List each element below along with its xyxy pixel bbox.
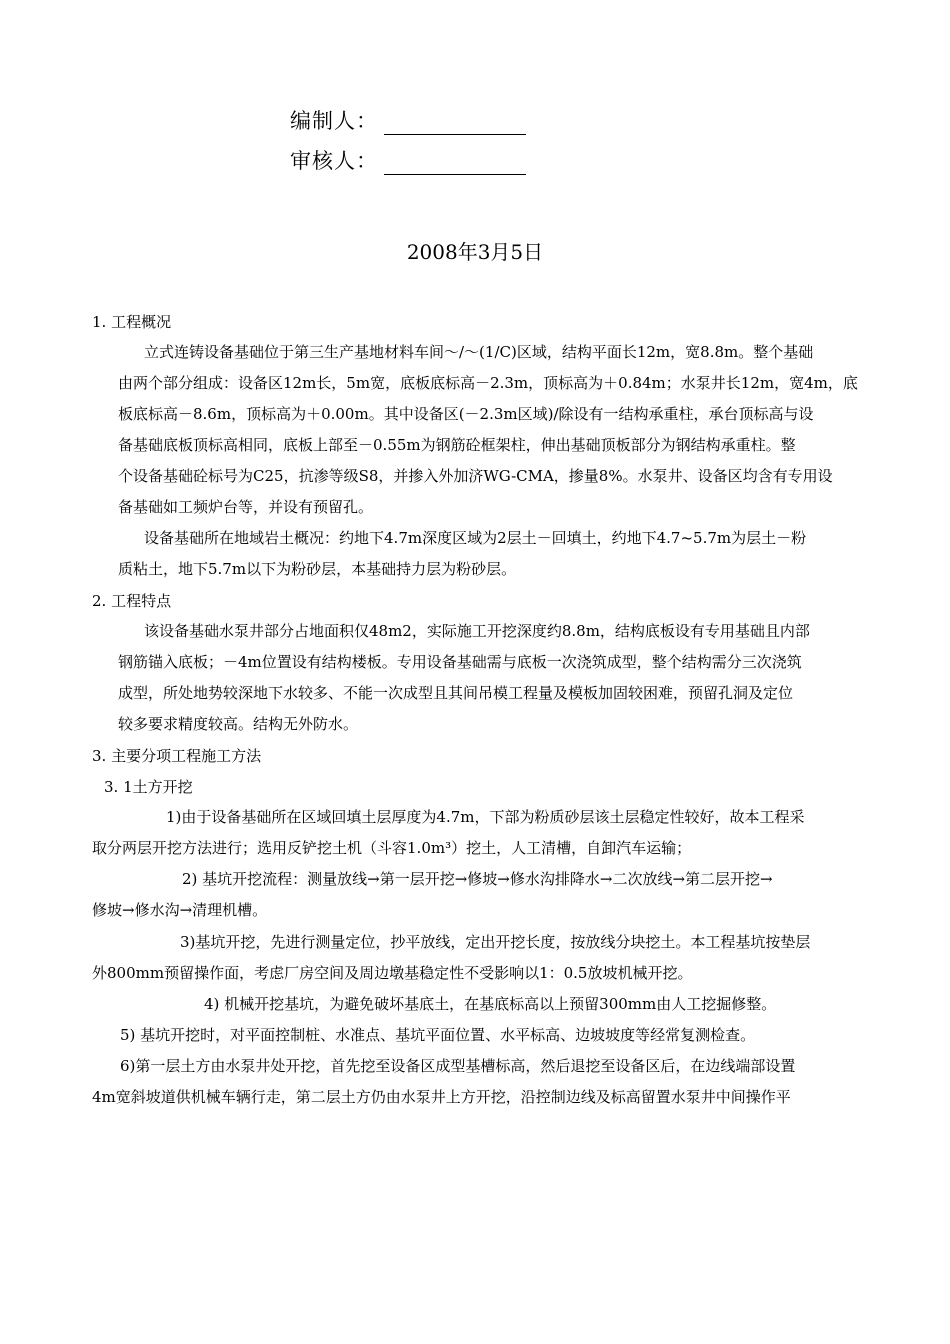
compiler-row [290, 95, 526, 135]
item-2-line-2: 修坡→修水沟→清理机槽。 [92, 901, 268, 919]
item-3-line-1: 3)基坑开挖，先进行测量定位，抄平放线，定出开挖长度，按放线分块挖土。本工程基坑按垫层 [180, 933, 811, 951]
compiler-signature-line [384, 110, 526, 135]
compiler-label: 编制人： [290, 109, 378, 133]
s2-p1-line-4: 较多要求精度较高。结构无外防水。 [118, 715, 359, 733]
s2-p1-line-1: 该设备基础水泵井部分占地面积仅48m2，实际施工开挖深度约8.8m，结构底板设有专用基础且内部 [144, 622, 810, 640]
s1-p1-line-4: 备基础底板顶标高相同，底板上部至－0.55m为钢筋砼框架柱，伸出基础顶板部分为钢结构承重柱。整 [118, 436, 796, 454]
s1-p1-line-2: 由两个部分组成：设备区12m长，5m宽，底板底标高－2.3m，顶标高为＋0.84m；水泵井长12m，宽4m，底 [118, 374, 858, 392]
reviewer-label: 审核人： [290, 149, 378, 173]
item-1-line-2: 取分两层开挖方法进行；选用反铲挖土机（斗容1.0m³）挖土，人工清槽，自卸汽车运输； [92, 839, 692, 857]
s1-p1-line-6: 备基础如工频炉台等，并设有预留孔。 [118, 498, 374, 516]
section-1-heading: 1. 工程概况 [92, 313, 172, 331]
s1-p1-line-3: 板底标高－8.6m，顶标高为＋0.00m。其中设备区(－2.3m区域)/除设有一结构承重柱，承台顶标高与设 [118, 405, 814, 423]
s1-p1-line-5: 个设备基础砼标号为C25，抗渗等级S8，并掺入外加济WG-CMA，掺量8%。水泵井、设备区均含有专用设 [118, 467, 833, 485]
item-3-line-2: 外800mm预留操作面，考虑厂房空间及周边墩基稳定性不受影响以1：0.5放坡机械开挖。 [92, 964, 693, 982]
signature-block [290, 95, 526, 175]
s1-p2-line-1: 设备基础所在地域岩土概况：约地下4.7m深度区域为2层土－回填土，约地下4.7~5.7m为层土－粉 [144, 529, 807, 547]
item-6-line-2: 4m宽斜坡道供机械车辆行走，第二层土方仍由水泵井上方开挖，沿控制边线及标高留置水泵井中间操作平 [92, 1088, 791, 1106]
item-6-line-1: 6)第一层土方由水泵井处开挖，首先挖至设备区成型基槽标高，然后退挖至设备区后，在边线端部设置 [120, 1057, 796, 1075]
s2-p1-line-2: 钢筋锚入底板；－4m位置设有结构楼板。专用设备基础需与底板一次浇筑成型，整个结构需分三次浇筑 [118, 653, 802, 671]
item-5-line: 5) 基坑开挖时，对平面控制桩、水准点、基坑平面位置、水平标高、边坡坡度等经常复测检查。 [120, 1026, 756, 1044]
item-1-line-1: 1)由于设备基础所在区域回填土层厚度为4.7m，下部为粉质砂层该土层稳定性较好，故本工程采 [166, 808, 805, 826]
section-3-1-heading: 3. 1土方开挖 [104, 778, 193, 796]
reviewer-row [290, 135, 526, 175]
reviewer-signature-line [384, 150, 526, 175]
s2-p1-line-3: 成型，所处地势较深地下水较多、不能一次成型且其间吊模工程量及模板加固较困难，预留孔洞及定位 [118, 684, 794, 702]
s1-p2-line-2: 质粘土，地下5.7m以下为粉砂层，本基础持力层为粉砂层。 [118, 560, 517, 578]
item-2-line-1: 2) 基坑开挖流程：测量放线→第一层开挖→修坡→修水沟排降水→二次放线→第二层开挖→ [182, 870, 773, 888]
s1-p1-line-1: 立式连铸设备基础位于第三生产基地材料车间～/～(1/C)区域，结构平面长12m，宽8.8m。整个基础 [144, 343, 814, 361]
section-2-heading: 2. 工程特点 [92, 592, 172, 610]
document-date: 2008年3月5日 [406, 240, 544, 264]
item-4-line: 4) 机械开挖基坑，为避免破坏基底土，在基底标高以上预留300mm由人工挖掘修整。 [204, 995, 777, 1013]
section-3-heading: 3. 主要分项工程施工方法 [92, 747, 262, 765]
